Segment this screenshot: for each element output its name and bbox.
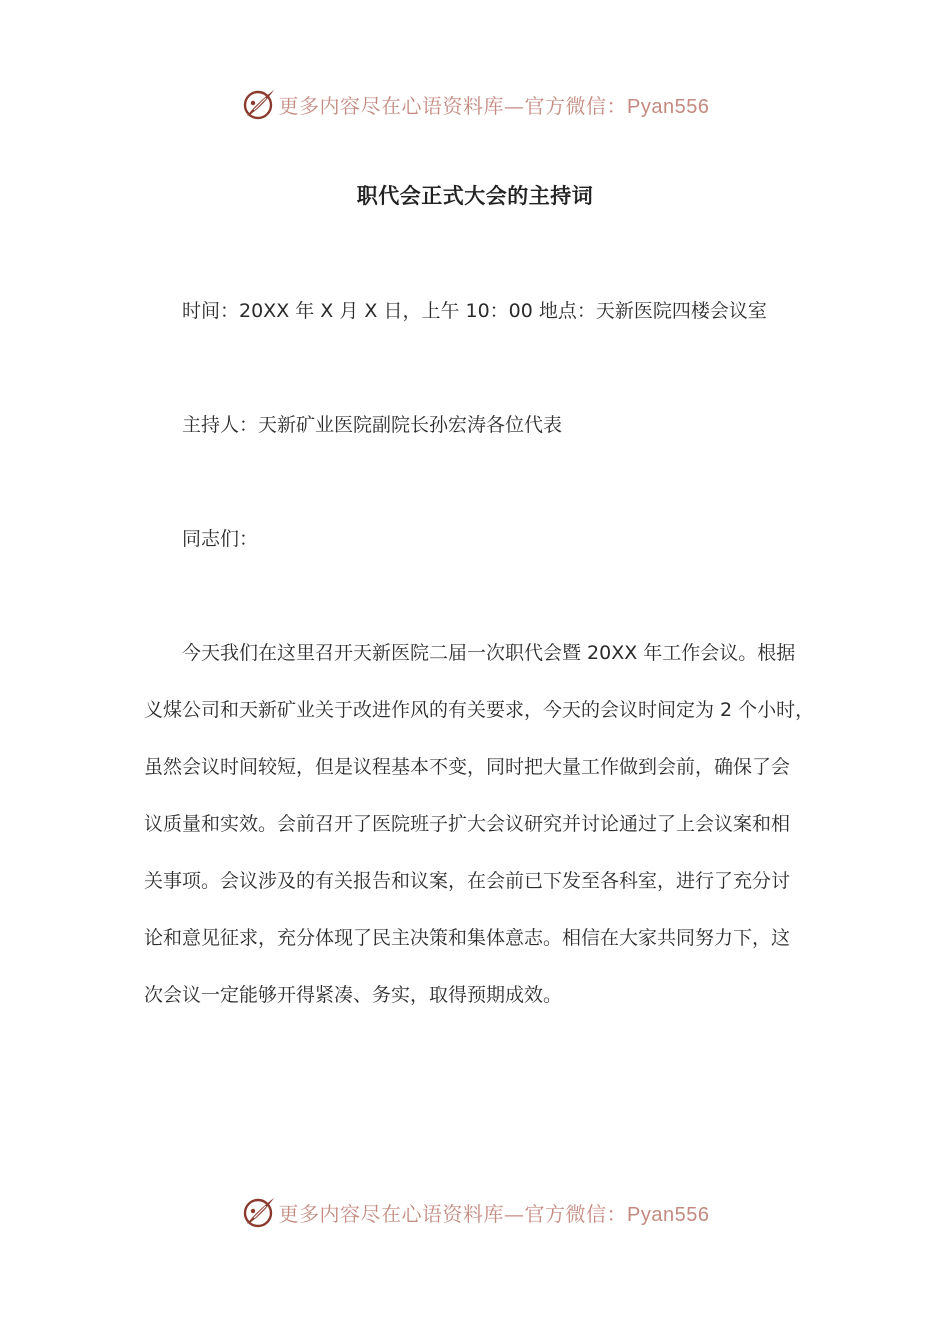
watermark-text: 更多内容尽在心语资料库—官方微信：Pyan556 [278,1201,710,1226]
meta-host: 主持人：天新矿业医院副院长孙宏涛各位代表 [182,414,563,436]
paragraph-line: 义煤公司和天新矿业关于改进作风的有关要求，今天的会议时间定为 2 个小时， [144,699,815,721]
greeting: 同志们： [182,528,259,550]
paragraph-line: 次会议一定能够开得紧凑、务实，取得预期成效。 [144,984,563,1006]
paragraph-line: 关事项。会议涉及的有关报告和议案，在会前已下发至各科室，进行了充分讨 [144,870,791,892]
paragraph-line: 今天我们在这里召开天新医院二届一次职代会暨 20XX 年工作会议。根据 [182,642,796,664]
wechat-id: Pyan556 [627,95,710,118]
paragraph-line: 虽然会议时间较短，但是议程基本不变，同时把大量工作做到会前，确保了会 [144,756,791,778]
quill-logo-icon [241,86,277,122]
footer-watermark-banner [0,1190,950,1234]
watermark-text: 更多内容尽在心语资料库—官方微信：Pyan556 [278,93,710,118]
wechat-id: Pyan556 [627,1203,710,1226]
meta-time-location: 时间：20XX 年 X 月 X 日，上午 10：00 地点：天新医院四楼会议室 [182,300,767,322]
header-watermark-banner [0,82,950,126]
paragraph-line: 论和意见征求，充分体现了民主决策和集体意志。相信在大家共同努力下，这 [144,927,791,949]
quill-logo-icon [241,1194,277,1230]
paragraph-line: 议质量和实效。会前召开了医院班子扩大会议研究并讨论通过了上会议案和相 [144,813,791,835]
document-title: 职代会正式大会的主持词 [356,184,594,208]
